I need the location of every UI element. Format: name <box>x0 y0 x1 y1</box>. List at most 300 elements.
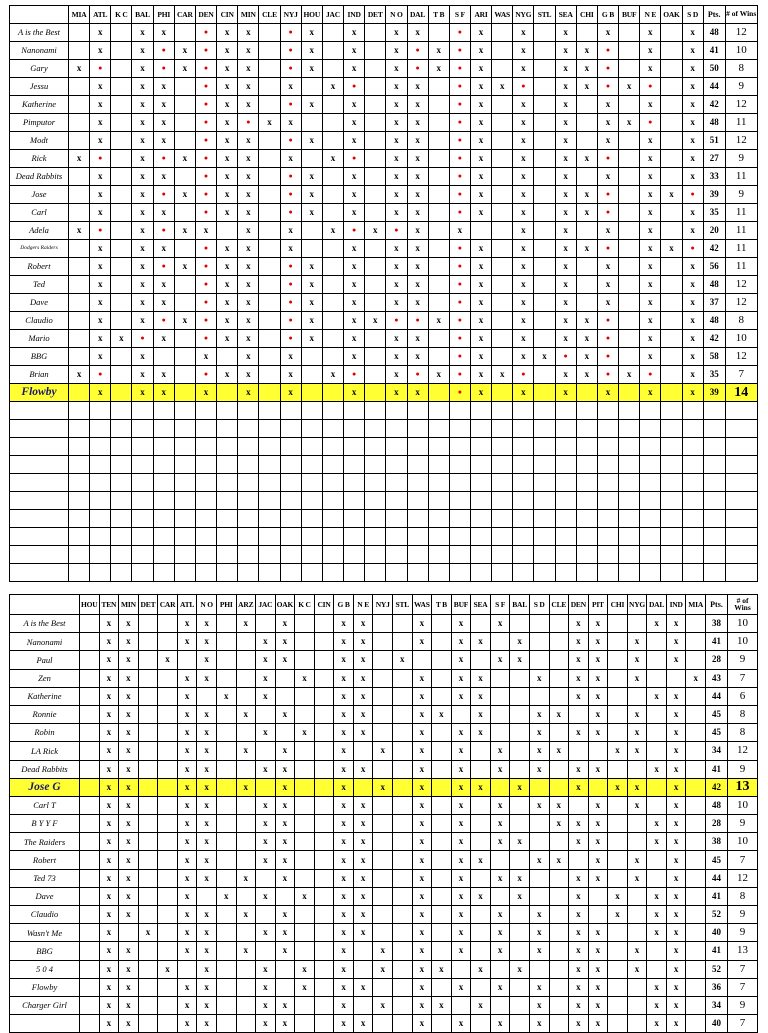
pick-mark: x <box>344 348 365 366</box>
empty-cell <box>449 546 470 564</box>
empty-cell <box>490 887 510 905</box>
empty-cell <box>80 615 100 633</box>
pick-mark: x <box>640 204 661 222</box>
empty-cell <box>10 420 69 438</box>
empty-cell <box>393 887 413 905</box>
empty-cell <box>174 114 195 132</box>
empty-cell <box>534 528 555 546</box>
team-header: JAC <box>322 6 343 24</box>
empty-cell <box>576 474 597 492</box>
wins: 9 <box>728 996 758 1014</box>
pick-mark: x <box>386 330 407 348</box>
empty-cell <box>236 760 256 778</box>
empty-cell <box>138 887 158 905</box>
pick-mark: x <box>344 330 365 348</box>
empty-cell <box>259 330 280 348</box>
pick-mark: x <box>344 96 365 114</box>
pick-mark: x <box>407 150 428 168</box>
team-header: N E <box>353 595 373 615</box>
empty-cell <box>90 528 111 546</box>
pick-mark: x <box>412 942 432 960</box>
empty-cell <box>280 546 301 564</box>
team-header: DET <box>138 595 158 615</box>
empty-cell <box>549 942 569 960</box>
team-header: OAK <box>661 6 682 24</box>
pick-mark: x <box>99 833 119 851</box>
pick-mark: x <box>470 186 491 204</box>
loss-dot-icon: ● <box>280 330 301 348</box>
team-header: DET <box>365 6 386 24</box>
empty-cell <box>393 815 413 833</box>
empty-cell <box>432 687 452 705</box>
pick-mark: x <box>238 384 259 402</box>
pick-mark: x <box>301 294 322 312</box>
empty-cell <box>158 851 178 869</box>
empty-cell <box>256 942 276 960</box>
pick-mark: x <box>666 869 686 887</box>
pick-mark: x <box>510 778 530 796</box>
empty-cell <box>80 742 100 760</box>
empty-cell <box>619 186 640 204</box>
empty-cell <box>619 60 640 78</box>
pick-mark: x <box>174 186 195 204</box>
pick-mark: x <box>407 186 428 204</box>
loss-dot-icon: ● <box>597 78 618 96</box>
empty-cell <box>365 276 386 294</box>
empty-cell <box>510 796 530 814</box>
pick-mark: x <box>608 887 628 905</box>
empty-cell <box>428 204 449 222</box>
pick-mark: x <box>529 705 549 723</box>
pick-mark: x <box>412 924 432 942</box>
loss-dot-icon: ● <box>280 258 301 276</box>
pick-mark: x <box>608 778 628 796</box>
pick-mark: x <box>174 60 195 78</box>
empty-cell <box>661 222 682 240</box>
empty-cell <box>322 564 343 582</box>
pick-mark: x <box>513 60 534 78</box>
empty-cell <box>365 24 386 42</box>
pick-mark: x <box>451 887 471 905</box>
wins: 12 <box>725 24 757 42</box>
pick-mark: x <box>334 633 354 651</box>
empty-cell <box>373 833 393 851</box>
pick-mark: x <box>640 132 661 150</box>
empty-cell <box>407 474 428 492</box>
empty-cell <box>138 742 158 760</box>
pick-mark: x <box>386 132 407 150</box>
pick-mark: x <box>153 366 174 384</box>
loss-dot-icon: ● <box>195 276 216 294</box>
empty-cell <box>549 760 569 778</box>
points: 52 <box>706 960 728 978</box>
points: 58 <box>703 348 725 366</box>
empty-cell <box>576 564 597 582</box>
wins: 12 <box>728 742 758 760</box>
empty-cell <box>647 960 667 978</box>
empty-cell <box>111 528 132 546</box>
pick-mark: x <box>471 633 491 651</box>
pick-mark: x <box>119 778 139 796</box>
empty-cell <box>647 851 667 869</box>
points: 41 <box>706 633 728 651</box>
pick-mark: x <box>301 276 322 294</box>
empty-cell <box>576 492 597 510</box>
pick-mark: x <box>588 724 608 742</box>
empty-cell <box>275 724 295 742</box>
player-name: Carl T <box>10 796 80 814</box>
pick-mark: x <box>353 705 373 723</box>
empty-cell <box>322 24 343 42</box>
header-row <box>10 6 758 24</box>
pick-mark: x <box>177 687 197 705</box>
empty-row <box>10 438 758 456</box>
pick-mark: x <box>301 258 322 276</box>
pick-mark: x <box>451 1015 471 1033</box>
empty-cell <box>619 456 640 474</box>
pick-mark: x <box>588 760 608 778</box>
pick-mark: x <box>275 906 295 924</box>
empty-cell <box>407 420 428 438</box>
pick-mark: x <box>640 312 661 330</box>
empty-cell <box>174 240 195 258</box>
pick-mark: x <box>275 651 295 669</box>
pick-mark: x <box>90 294 111 312</box>
empty-cell <box>661 456 682 474</box>
pick-mark: x <box>301 60 322 78</box>
empty-cell <box>432 724 452 742</box>
empty-cell <box>259 78 280 96</box>
pick-mark: x <box>549 815 569 833</box>
pick-mark: x <box>576 312 597 330</box>
pick-mark: x <box>132 204 153 222</box>
team-header: CHI <box>576 6 597 24</box>
pick-mark: x <box>197 796 217 814</box>
pick-mark: x <box>597 258 618 276</box>
empty-cell <box>256 615 276 633</box>
empty-cell <box>365 78 386 96</box>
empty-cell <box>322 330 343 348</box>
empty-cell <box>661 348 682 366</box>
empty-cell <box>471 796 491 814</box>
player-row <box>10 186 758 204</box>
pick-mark: x <box>353 651 373 669</box>
empty-cell <box>490 705 510 723</box>
pick-mark: x <box>451 778 471 796</box>
empty-cell <box>647 705 667 723</box>
pick-mark: x <box>69 150 90 168</box>
empty-cell <box>428 186 449 204</box>
empty-cell <box>90 510 111 528</box>
empty-cell <box>90 474 111 492</box>
pick-mark: x <box>119 851 139 869</box>
pick-mark: x <box>569 615 589 633</box>
pick-mark: x <box>280 348 301 366</box>
pick-mark: x <box>576 186 597 204</box>
pick-mark: x <box>334 869 354 887</box>
pick-mark: x <box>393 651 413 669</box>
empty-cell <box>259 312 280 330</box>
empty-cell <box>177 960 197 978</box>
pick-mark: x <box>373 778 393 796</box>
points: 37 <box>703 294 725 312</box>
empty-cell <box>365 330 386 348</box>
pick-mark: x <box>90 42 111 60</box>
empty-cell <box>534 204 555 222</box>
pick-mark: x <box>353 906 373 924</box>
pick-mark: x <box>386 366 407 384</box>
empty-cell <box>529 633 549 651</box>
pick-mark: x <box>428 312 449 330</box>
pick-mark: x <box>217 240 238 258</box>
pick-mark: x <box>647 924 667 942</box>
loss-dot-icon: ● <box>640 366 661 384</box>
empty-cell <box>449 564 470 582</box>
empty-cell <box>314 724 334 742</box>
pick-mark: x <box>451 796 471 814</box>
player-row <box>10 833 758 851</box>
empty-cell <box>256 869 276 887</box>
pick-mark: x <box>132 312 153 330</box>
pick-mark: x <box>490 760 510 778</box>
pick-mark: x <box>682 150 703 168</box>
empty-cell <box>301 438 322 456</box>
empty-cell <box>216 705 236 723</box>
empty-cell <box>608 687 628 705</box>
empty-cell <box>259 402 280 420</box>
pick-mark: x <box>99 615 119 633</box>
empty-cell <box>576 276 597 294</box>
pick-mark: x <box>280 240 301 258</box>
empty-cell <box>529 887 549 905</box>
empty-cell <box>280 402 301 420</box>
empty-cell <box>314 778 334 796</box>
empty-cell <box>365 474 386 492</box>
empty-cell <box>217 420 238 438</box>
empty-cell <box>432 906 452 924</box>
empty-cell <box>386 510 407 528</box>
loss-dot-icon: ● <box>449 294 470 312</box>
pick-mark: x <box>275 615 295 633</box>
empty-cell <box>608 978 628 996</box>
points: 41 <box>703 42 725 60</box>
empty-cell <box>393 760 413 778</box>
empty-cell <box>217 348 238 366</box>
pick-mark: x <box>238 312 259 330</box>
loss-dot-icon: ● <box>449 384 470 402</box>
empty-cell <box>555 420 576 438</box>
empty-cell <box>365 294 386 312</box>
empty-cell <box>725 510 757 528</box>
pick-mark: x <box>529 796 549 814</box>
pick-mark: x <box>132 150 153 168</box>
player-name: Jose G <box>10 778 80 796</box>
empty-cell <box>259 24 280 42</box>
loss-dot-icon: ● <box>344 78 365 96</box>
empty-cell <box>153 438 174 456</box>
loss-dot-icon: ● <box>386 312 407 330</box>
empty-cell <box>132 420 153 438</box>
loss-dot-icon: ● <box>449 186 470 204</box>
pick-mark: x <box>470 348 491 366</box>
loss-dot-icon: ● <box>280 168 301 186</box>
player-name: Katherine <box>10 687 80 705</box>
empty-cell <box>588 906 608 924</box>
points: 28 <box>706 651 728 669</box>
empty-cell <box>492 258 513 276</box>
pick-mark: x <box>197 815 217 833</box>
empty-cell <box>280 510 301 528</box>
empty-cell <box>513 546 534 564</box>
pick-mark: x <box>666 960 686 978</box>
empty-cell <box>428 564 449 582</box>
empty-cell <box>217 528 238 546</box>
empty-cell <box>132 438 153 456</box>
pick-mark: x <box>627 705 647 723</box>
empty-cell <box>682 492 703 510</box>
pick-mark: x <box>119 796 139 814</box>
pick-mark: x <box>256 760 276 778</box>
pick-mark: x <box>177 906 197 924</box>
empty-cell <box>510 742 530 760</box>
empty-cell <box>158 833 178 851</box>
empty-cell <box>158 615 178 633</box>
wins: 6 <box>728 687 758 705</box>
empty-cell <box>138 724 158 742</box>
empty-cell <box>259 564 280 582</box>
wins: 9 <box>728 906 758 924</box>
pick-mark: x <box>627 869 647 887</box>
empty-cell <box>549 924 569 942</box>
empty-cell <box>158 924 178 942</box>
pick-mark: x <box>576 60 597 78</box>
empty-cell <box>322 402 343 420</box>
empty-cell <box>555 474 576 492</box>
pick-mark: x <box>275 742 295 760</box>
wins: 7 <box>728 978 758 996</box>
pick-mark: x <box>334 742 354 760</box>
empty-cell <box>428 168 449 186</box>
header-blank-cell <box>10 6 69 24</box>
empty-cell <box>608 651 628 669</box>
empty-cell <box>490 851 510 869</box>
empty-cell <box>295 869 315 887</box>
empty-cell <box>314 887 334 905</box>
pick-mark: x <box>412 615 432 633</box>
pick-mark: x <box>569 833 589 851</box>
pick-mark: x <box>275 778 295 796</box>
week-picks-sheet-1 <box>9 5 758 582</box>
empty-cell <box>619 528 640 546</box>
empty-cell <box>365 186 386 204</box>
pick-mark: x <box>301 186 322 204</box>
empty-cell <box>153 348 174 366</box>
pick-mark: x <box>640 42 661 60</box>
empty-cell <box>529 615 549 633</box>
empty-cell <box>597 474 618 492</box>
team-header: MIN <box>238 6 259 24</box>
empty-row <box>10 492 758 510</box>
empty-cell <box>513 420 534 438</box>
empty-cell <box>534 222 555 240</box>
team-header: MIA <box>686 595 706 615</box>
empty-cell <box>238 456 259 474</box>
pick-mark: x <box>353 796 373 814</box>
points: 48 <box>703 114 725 132</box>
wins: 10 <box>728 796 758 814</box>
empty-cell <box>314 615 334 633</box>
empty-cell <box>608 615 628 633</box>
pick-mark: x <box>432 960 452 978</box>
empty-cell <box>661 474 682 492</box>
loss-dot-icon: ● <box>449 150 470 168</box>
empty-cell <box>80 633 100 651</box>
empty-cell <box>725 564 757 582</box>
empty-cell <box>236 669 256 687</box>
empty-cell <box>344 528 365 546</box>
pick-mark: x <box>627 724 647 742</box>
loss-dot-icon: ● <box>597 150 618 168</box>
pick-mark: x <box>529 742 549 760</box>
pick-mark: x <box>666 996 686 1014</box>
empty-cell <box>470 456 491 474</box>
empty-cell <box>627 887 647 905</box>
team-header: ARZ <box>236 595 256 615</box>
empty-cell <box>365 204 386 222</box>
empty-cell <box>647 869 667 887</box>
empty-cell <box>490 778 510 796</box>
empty-cell <box>510 978 530 996</box>
empty-cell <box>555 564 576 582</box>
empty-cell <box>174 78 195 96</box>
empty-cell <box>428 96 449 114</box>
empty-cell <box>686 633 706 651</box>
empty-cell <box>69 456 90 474</box>
empty-cell <box>177 651 197 669</box>
pick-mark: x <box>344 24 365 42</box>
empty-cell <box>492 456 513 474</box>
pick-mark: x <box>386 276 407 294</box>
wins: 8 <box>728 705 758 723</box>
loss-dot-icon: ● <box>195 366 216 384</box>
empty-cell <box>608 724 628 742</box>
player-name: BBG <box>10 348 69 366</box>
empty-cell <box>111 168 132 186</box>
points: 52 <box>706 906 728 924</box>
empty-cell <box>217 492 238 510</box>
empty-cell <box>322 384 343 402</box>
empty-cell <box>111 420 132 438</box>
empty-cell <box>471 760 491 778</box>
empty-cell <box>365 492 386 510</box>
empty-cell <box>661 438 682 456</box>
empty-cell <box>314 742 334 760</box>
empty-cell <box>174 96 195 114</box>
empty-cell <box>69 42 90 60</box>
empty-cell <box>703 510 725 528</box>
empty-cell <box>295 615 315 633</box>
empty-cell <box>295 633 315 651</box>
pick-mark: x <box>334 906 354 924</box>
empty-cell <box>490 724 510 742</box>
empty-cell <box>314 924 334 942</box>
empty-cell <box>555 546 576 564</box>
pick-mark: x <box>275 1015 295 1033</box>
points: 45 <box>706 724 728 742</box>
points: 39 <box>703 384 725 402</box>
pick-mark: x <box>99 978 119 996</box>
empty-cell <box>174 420 195 438</box>
